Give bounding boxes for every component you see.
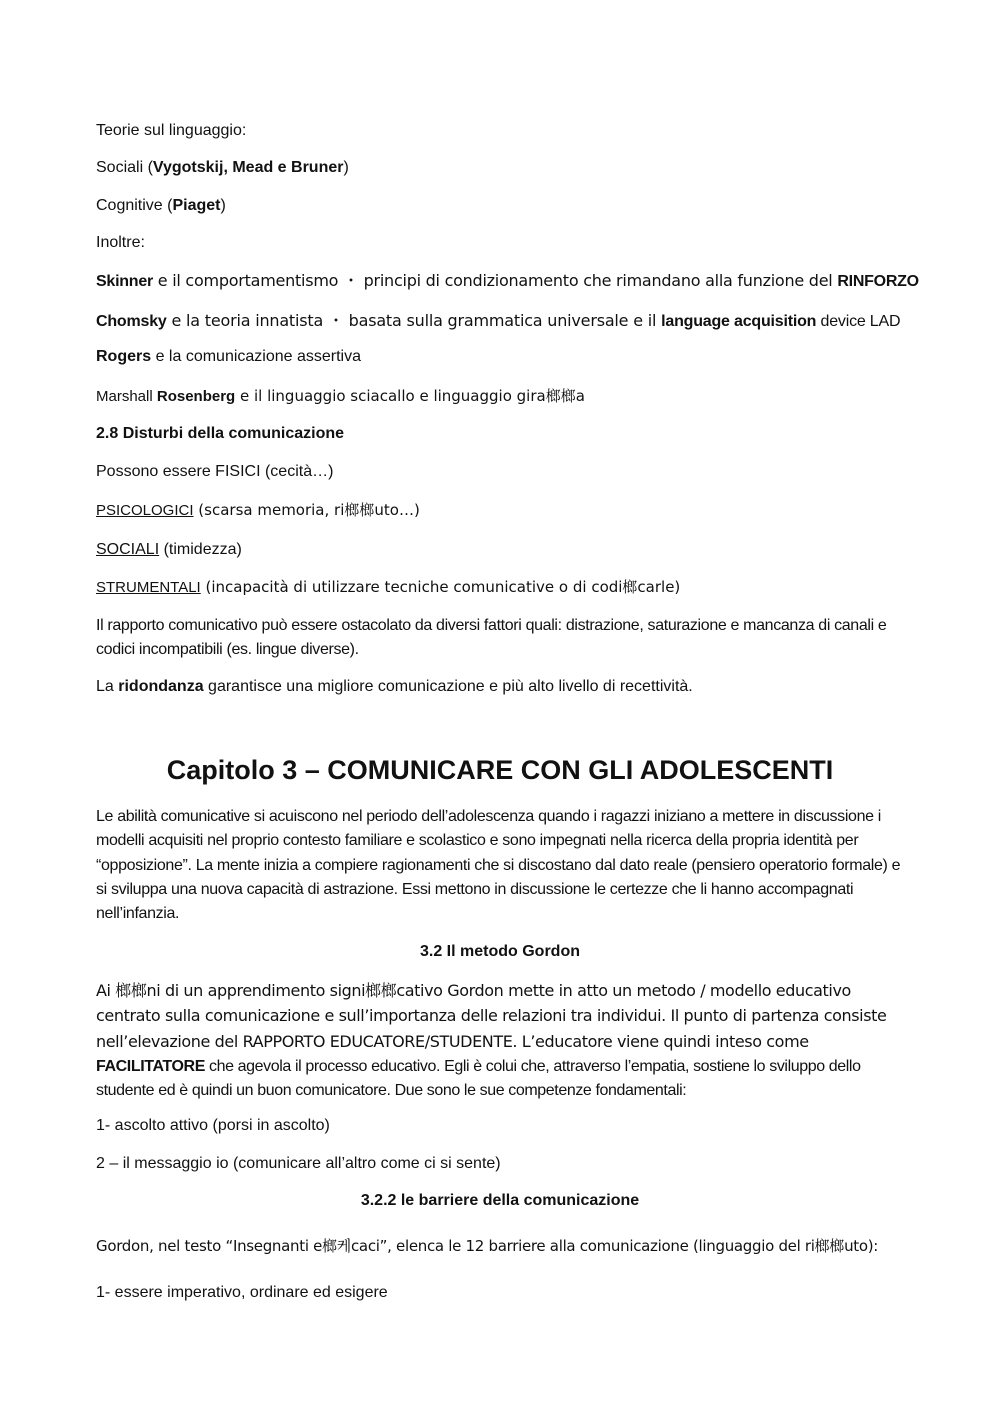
teorie-chomsky: Chomsky e la teoria innatista ・ basata sulla grammatica universale e il language acquisition device LAD [96,311,901,330]
facilitatore-term: FACILITATORE [96,1057,205,1075]
sociali-names: Vygotskij, Mead e Bruner [152,159,344,176]
disturbi-psicologici: PSICOLOGICI (scarsa memoria, ri榔榔uto…) [96,501,420,519]
barriere-paragraph: Gordon, nel testo “Insegnanti e榔케caci”, elenca le 12 barriere alla comunicazione (linguaggio del ri榔榔uto): [96,1237,879,1255]
teorie-sociali: Sociali (Vygotskij, Mead e Bruner) [96,159,349,176]
psicologici-label: PSICOLOGICI [96,502,194,519]
competenza-1: 1- ascolto attivo (porsi in ascolto) [96,1117,330,1134]
strumentali-label: STRUMENTALI [96,579,201,596]
rinforzo-term: RINFORZO [837,273,919,290]
rogers-name: Rogers [96,348,152,365]
gordon-paragraph: Ai 榔榔ni di un apprendimento signi榔榔cativo Gordon mette in atto un metodo / modello educativo centrato sulla comunicazione e sull’importanza delle relazioni tra individui. Il punto di partenza consiste nell’elevazione del RAPPORTO EDUCATORE/STUDENTE. L’educatore viene quindi inteso come FACILITATORE che agevola il processo educativo. Egli è colui che, attraverso l’empatia, sostiene lo sviluppo dello studente ed è quindi un buon comunicatore. Due sono le sue competenze fondamentali: [96,981,887,1100]
disturbi-fisici: Possono essere FISICI (cecità…) [96,463,334,480]
rosenberg-name: Rosenberg [156,388,236,405]
disturbi-heading: 2.8 Disturbi della comunicazione [96,425,345,442]
gordon-heading: 3.2 Il metodo Gordon [419,943,580,960]
chapter-intro: Le abilità comunicative si acuiscono nel periodo dell’adolescenza quando i ragazzi iniziano a mettere in discussione i modelli acquisiti nel proprio contesto familiare e scolastico e sono impegnati nella ricerca della propria identità per “opposizione”. La mente inizia a compiere ragionamenti che si discostano dal dato reale (pensiero operatorio formale) e si sviluppa una nuova capacità di astrazione. Essi mettono in discussione le certezze che li hanno accompagnati nell’infanzia. [96,808,901,923]
disturbi-rapporto: Il rapporto comunicativo può essere ostacolato da diversi fattori quali: distrazione, saturazione e mancanza di canali e codici incompatibili (es. lingue diverse). [96,617,887,659]
ridondanza-term: ridondanza [118,678,204,695]
language-acquisition-term: language acquisition [661,313,817,330]
teorie-rosenberg: Marshall Rosenberg e il linguaggio sciacallo e linguaggio gira榔榔a [96,387,585,405]
teorie-rogers: Rogers e la comunicazione assertiva [96,348,362,365]
barriere-heading: 3.2.2 le barriere della comunicazione [360,1192,640,1209]
disturbi-ridondanza: La ridondanza garantisce una migliore comunicazione e più alto livello di recettività. [96,678,693,695]
teorie-skinner: Skinner e il comportamentismo ・ principi di condizionamento che rimandano alla funzione del RINFORZO [96,271,919,290]
disturbi-strumentali: STRUMENTALI (incapacità di utilizzare tecniche comunicative o di codi榔carle) [96,578,681,596]
teorie-heading: Teorie sul linguaggio: [96,122,247,139]
cognitive-name: Piaget [172,197,221,214]
teorie-inoltre: Inoltre: [96,234,145,251]
disturbi-sociali: SOCIALI (timidezza) [96,541,242,558]
sociali-label: SOCIALI [96,541,160,558]
skinner-name: Skinner [96,273,153,290]
chapter-title: Capitolo 3 – COMUNICARE CON GLI ADOLESCENTI [166,755,834,785]
barriera-1: 1- essere imperativo, ordinare ed esigere [96,1284,388,1301]
teorie-cognitive: Cognitive (Piaget) [96,197,226,214]
chomsky-name: Chomsky [96,313,167,330]
competenza-2: 2 – il messaggio io (comunicare all’altro come ci si sente) [96,1155,501,1172]
